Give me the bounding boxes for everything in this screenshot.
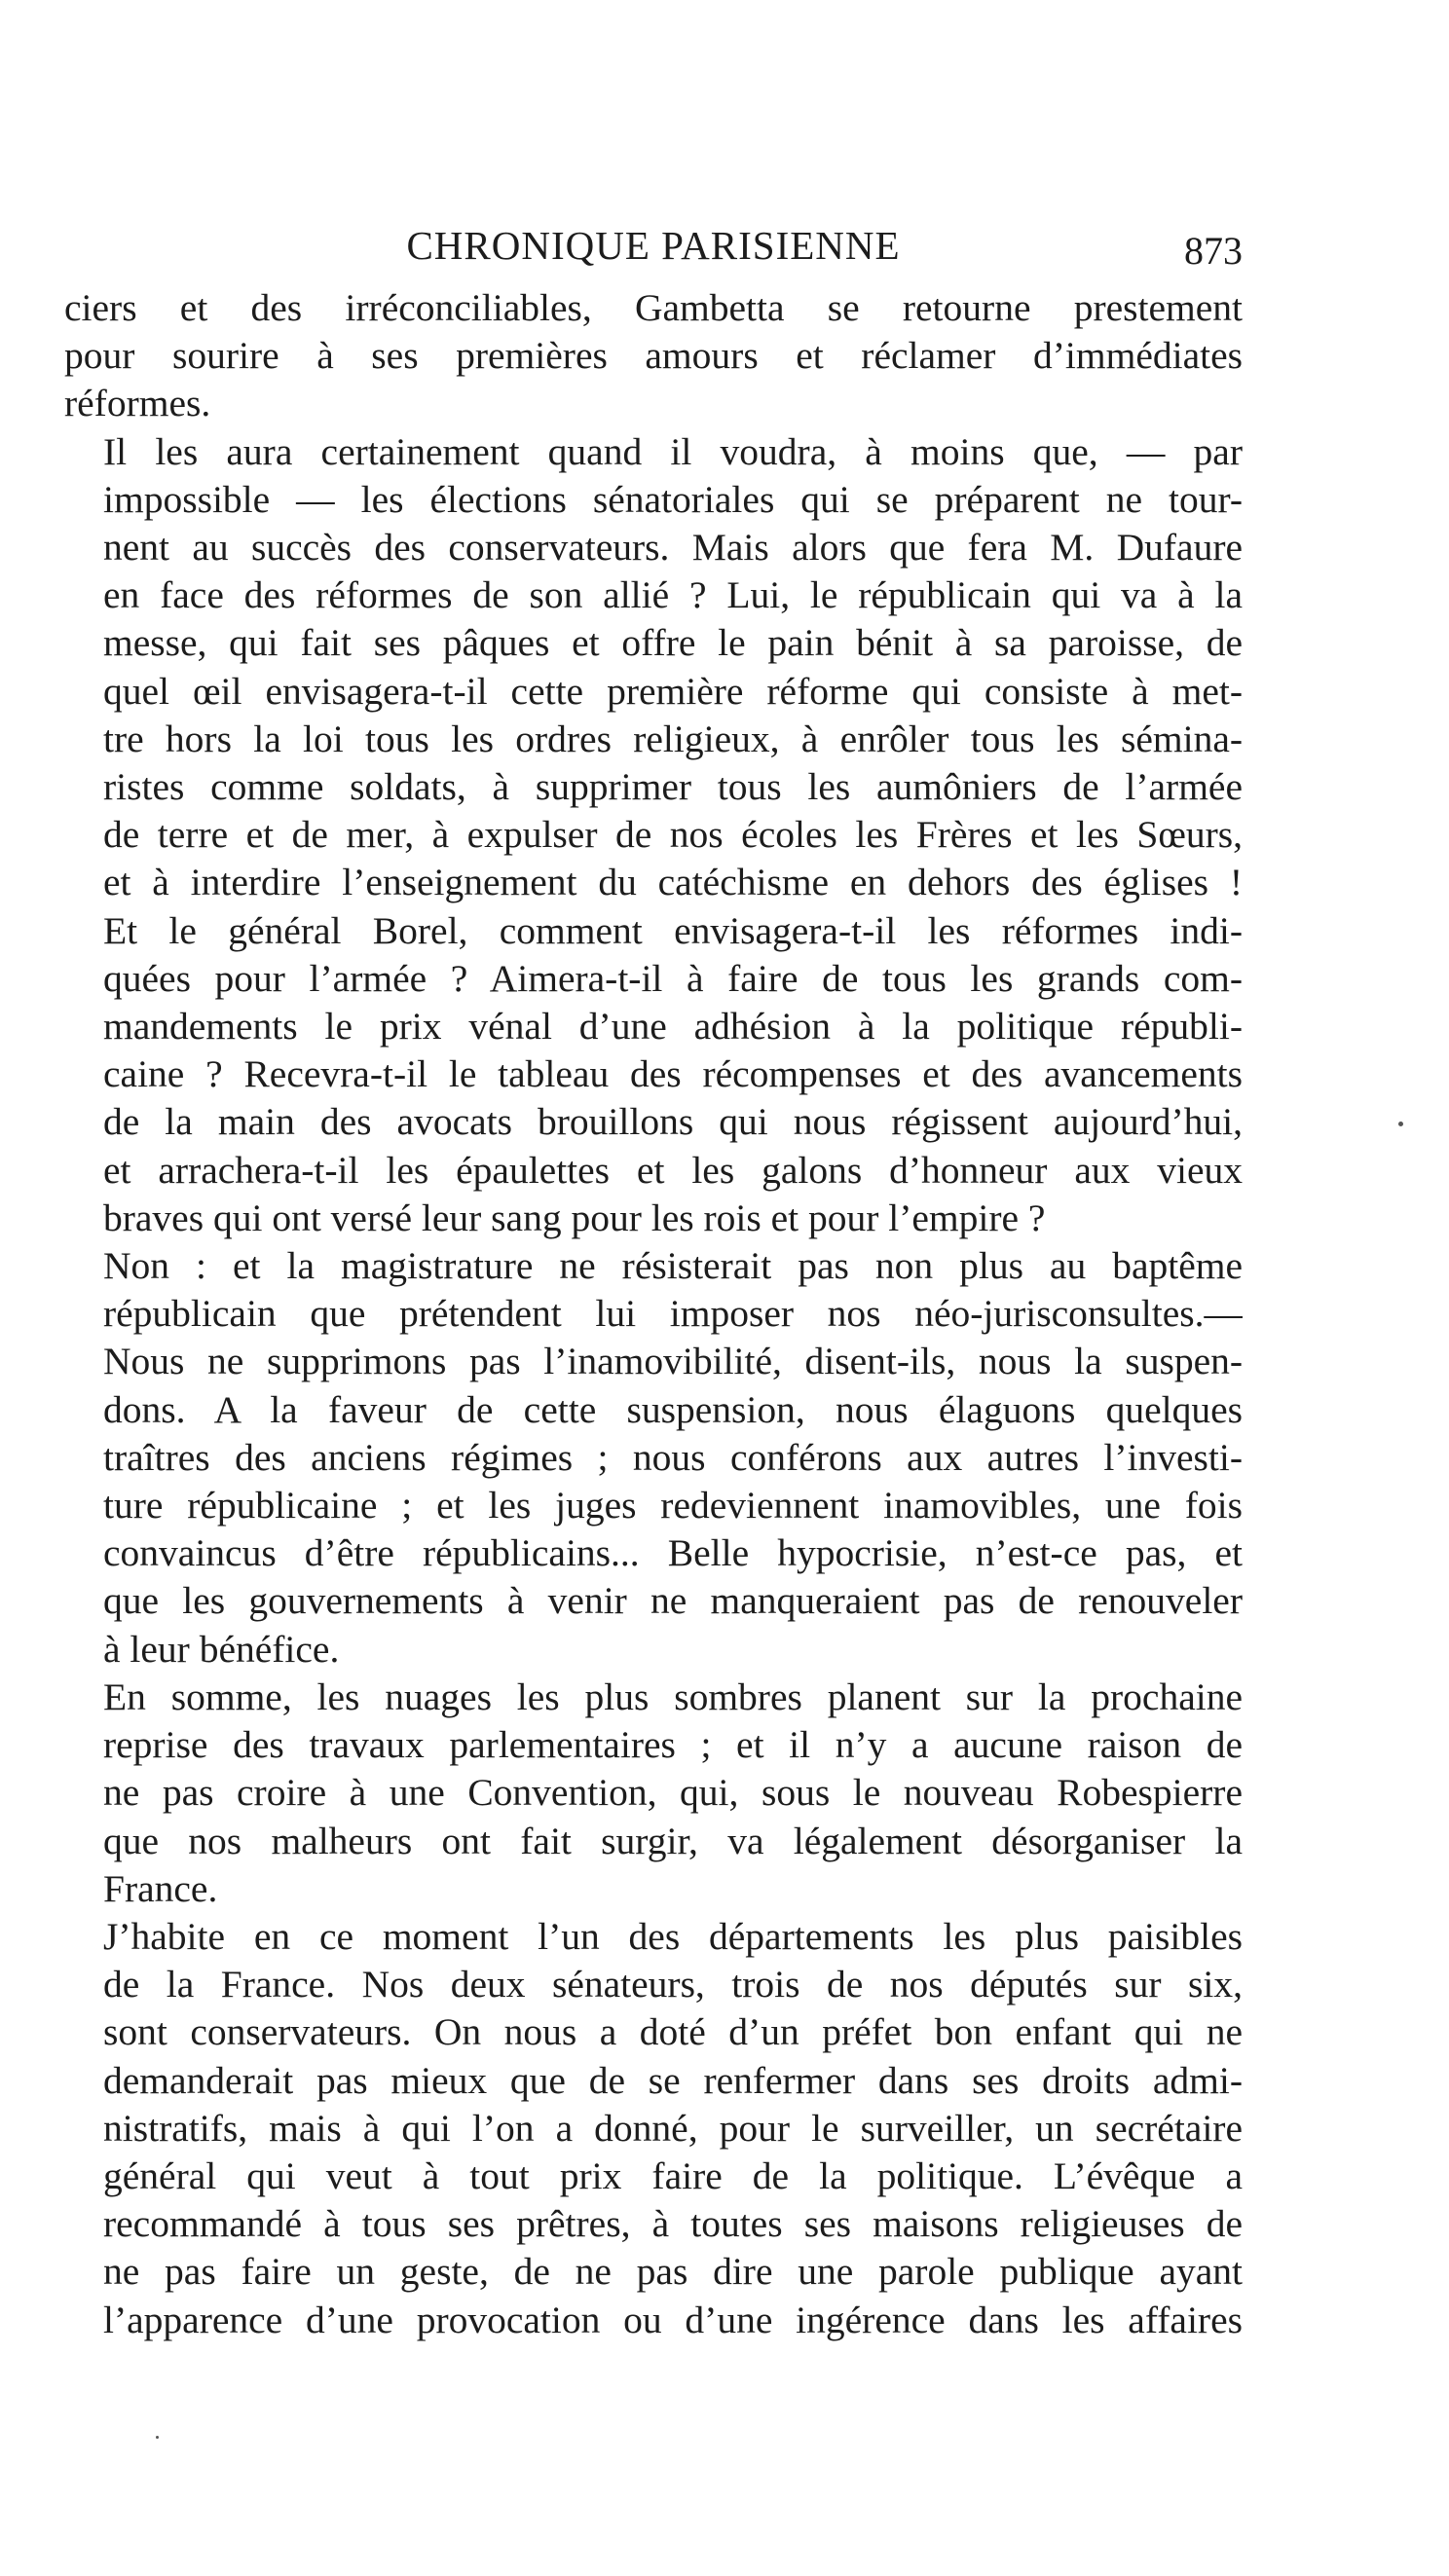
text-line: Il les aura certainement quand il voudra, à moins que, — par [103, 429, 1243, 473]
text-line: ne pas faire un geste, de ne pas dire une parole publique ayant [103, 2250, 1243, 2294]
text-line: impossible — les élections sénatoriales qui se préparent ne tour- [103, 477, 1243, 521]
text-line: nent au succès des conservateurs. Mais alors que fera M. Dufaure [103, 526, 1243, 570]
text-line: réformes. [64, 382, 211, 425]
text-line: caine ? Recevra-t-il le tableau des récompenses et des avancements [103, 1052, 1243, 1096]
paragraph [64, 1242, 1243, 1674]
paragraph [64, 907, 1243, 1242]
text-line: mandements le prix vénal d’une adhésion à la politique républi- [103, 1005, 1243, 1049]
text-line: à leur bénéfice. [103, 1627, 340, 1671]
ink-speck [156, 2436, 159, 2439]
page-number: 873 [1184, 229, 1243, 273]
running-title: CHRONIQUE PARISIENNE [406, 223, 901, 268]
text-line: braves qui ont versé leur sang pour les rois et pour l’empire ? [103, 1196, 1046, 1239]
paragraph [64, 428, 1243, 907]
text-line: que nos malheurs ont fait surgir, va légalement désorganiser la [103, 1819, 1243, 1862]
text-line: et à interdire l’enseignement du catéchisme en dehors des églises ! [103, 861, 1243, 904]
text-line: tre hors la loi tous les ordres religieux, à enrôler tous les sémina- [103, 717, 1243, 760]
text-line: traîtres des anciens régimes ; nous conférons aux autres l’investi- [103, 1435, 1243, 1479]
text-line: et arrachera-t-il les épaulettes et les galons d’honneur aux vieux [103, 1148, 1243, 1192]
text-line: de la France. Nos deux sénateurs, trois de nos députés sur six, [103, 1963, 1243, 2006]
text-line: quel œil envisagera-t-il cette première réforme qui consiste à met- [103, 669, 1243, 713]
text-line: Et le général Borel, comment envisagera-t-il les réformes indi- [103, 908, 1243, 952]
text-line: reprise des travaux parlementaires ; et il n’y a aucune raison de [103, 1723, 1243, 1767]
text-line: Non : et la magistrature ne résisterait pas non plus au baptême [103, 1244, 1243, 1288]
text-line: ture républicaine ; et les juges redeviennent inamovibles, une fois [103, 1484, 1243, 1527]
text-line: en face des réformes de son allié ? Lui, le républicain qui va à la [103, 573, 1243, 617]
running-head [64, 216, 1243, 275]
text-line: dons. A la faveur de cette suspension, nous élaguons quelques [103, 1387, 1243, 1431]
text-line: Nous ne supprimons pas l’inamovibilité, disent-ils, nous la suspen- [103, 1340, 1243, 1383]
paragraph [64, 1674, 1243, 1913]
text-line: de terre et de mer, à expulser de nos écoles les Frères et les Sœurs, [103, 813, 1243, 857]
text-line: messe, qui fait ses pâques et offre le pain bénit à sa paroisse, de [103, 621, 1243, 665]
text-line: général qui veut à tout prix faire de la politique. L’évêque a [103, 2153, 1243, 2197]
text-line: demanderait pas mieux que de se renfermer dans ses droits admi- [103, 2058, 1243, 2102]
text-line: ristes comme soldats, à supprimer tous les aumôniers de l’armée [103, 765, 1243, 809]
text-line: ciers et des irréconciliables, Gambetta se retourne prestement [64, 286, 1243, 329]
ink-speck [1398, 1122, 1403, 1126]
paragraph [64, 284, 1243, 428]
body-text [64, 284, 1243, 2344]
paragraph [64, 1913, 1243, 2344]
text-line: l’apparence d’une provocation ou d’une ingérence dans les affaires [103, 2298, 1243, 2341]
text-line: J’habite en ce moment l’un des départements les plus paisibles [103, 1914, 1243, 1958]
text-line: sont conservateurs. On nous a doté d’un préfet bon enfant qui ne [103, 2010, 1243, 2054]
text-line: quées pour l’armée ? Aimera-t-il à faire de tous les grands com- [103, 956, 1243, 1000]
text-line: En somme, les nuages les plus sombres planent sur la prochaine [103, 1674, 1243, 1718]
text-line: recommandé à tous ses prêtres, à toutes ses maisons religieuses de [103, 2202, 1243, 2246]
text-line: convaincus d’être républicains... Belle hypocrisie, n’est-ce pas, et [103, 1531, 1243, 1575]
text-line: ne pas croire à une Convention, qui, sous le nouveau Robespierre [103, 1771, 1243, 1815]
text-line: nistratifs, mais à qui l’on a donné, pour le surveiller, un secrétaire [103, 2106, 1243, 2150]
text-line: que les gouvernements à venir ne manqueraient pas de renouveler [103, 1579, 1243, 1623]
text-line: républicain que prétendent lui imposer nos néo-jurisconsultes.— [103, 1292, 1243, 1336]
text-line: France. [103, 1866, 218, 1910]
text-line: de la main des avocats brouillons qui nous régissent aujourd’hui, [103, 1100, 1243, 1144]
text-line: pour sourire à ses premières amours et réclamer d’immédiates [64, 334, 1243, 378]
